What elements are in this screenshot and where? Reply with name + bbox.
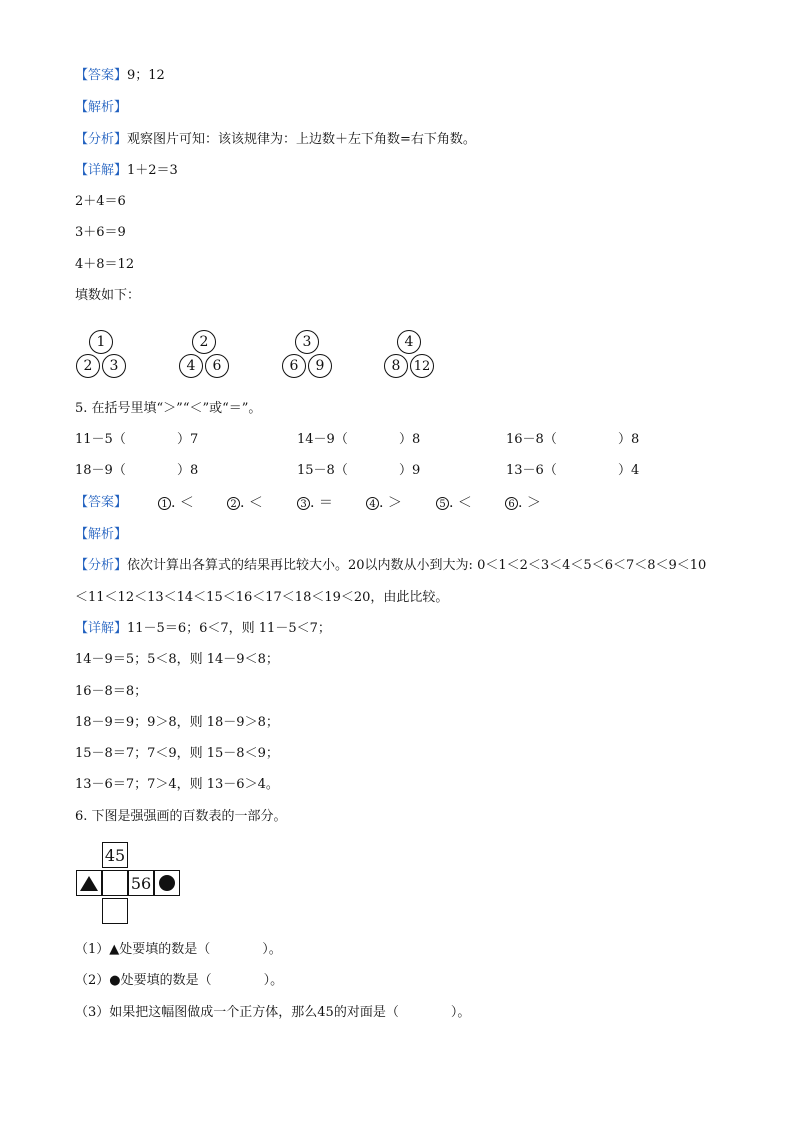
q6-sub1: （1）▲处要填的数是（ ）。 <box>75 942 282 957</box>
q4-detail-line: 3＋6＝9 <box>75 225 126 240</box>
q4-xiangjie-line <box>75 162 178 180</box>
q5-expr: 13－6（ <box>506 463 557 478</box>
cell-circle <box>154 870 180 896</box>
q5-detail-line: 18－9＝9；9＞8，则 18－9＞8； <box>75 715 279 730</box>
q5-answer-item: 6 . ＞ <box>505 494 541 512</box>
circle-left: 8 <box>384 354 408 378</box>
q6-sub2: （2）●处要填的数是（ ）。 <box>75 973 284 988</box>
fenxi-tag: 【分析】 <box>75 558 128 573</box>
q5-fenxi: 依次计算出各算式的结果再比较大小。20以内数从小到大为: 0＜1＜2＜3＜4＜5＜6＜7＜8＜9＜10 <box>127 558 707 573</box>
circle-top: 3 <box>295 330 319 354</box>
circle-top: 2 <box>192 330 216 354</box>
circle-top: 1 <box>89 330 113 354</box>
q5-title: 5. 在括号里填“＞”“＜”或“＝”。 <box>75 401 262 416</box>
q5-answer-item: 3 . ＝ <box>297 494 333 512</box>
answer-symbol: ＜ <box>457 495 472 511</box>
xiangjie-tag: 【详解】 <box>75 621 128 636</box>
cell-56: 56 <box>128 870 154 896</box>
circled-number: 3 <box>297 497 310 510</box>
answer-symbol: ＝ <box>318 495 333 511</box>
q5-answer-item: 4 . ＞ <box>366 494 402 512</box>
q5-expr-close: ）9 <box>399 463 421 478</box>
q5-expr: 16－8（ <box>506 432 557 447</box>
circled-number: 1 <box>158 497 171 510</box>
q5-expr-close: ）7 <box>177 432 199 447</box>
answer-tag: 【答案】 <box>75 495 128 510</box>
q5-expr: 18－9（ <box>75 463 126 478</box>
q4-detail-line: 1＋2＝3 <box>127 163 178 178</box>
q5-answer-item: 5 . ＜ <box>436 494 472 512</box>
answer-symbol: ＜ <box>179 495 194 511</box>
answer-symbol: ＞ <box>526 495 541 511</box>
circle-right: 12 <box>410 354 434 378</box>
circled-number: 2 <box>227 497 240 510</box>
circle-right: 6 <box>205 354 229 378</box>
q4-fill-label: 填数如下： <box>75 288 141 303</box>
q5-answer-item: 1 . ＜ <box>158 494 194 512</box>
q5-detail-line: 14－9＝5；5＜8，则 14－9＜8； <box>75 652 279 667</box>
q5-expr: 14－9（ <box>297 432 348 447</box>
cell-45: 45 <box>102 842 128 868</box>
circle-right: 9 <box>308 354 332 378</box>
q5-fenxi-line <box>75 557 706 575</box>
q5-answer-item: 2 . ＜ <box>227 494 263 512</box>
answer-symbol: ＜ <box>248 495 263 511</box>
q4-jiexi: 【解析】 <box>75 100 128 115</box>
q5-xiangjie-line <box>75 620 331 638</box>
cell-blank <box>102 870 128 896</box>
q5-detail-line: 11－5＝6；6＜7，则 11－5＜7； <box>127 621 331 636</box>
q5-expr-close: ）8 <box>618 432 640 447</box>
q5-detail-line: 16－8＝8； <box>75 684 148 699</box>
circle-left: 6 <box>282 354 306 378</box>
q4-answer-line <box>75 67 165 85</box>
q5-detail-line: 15－8＝7；7＜9，则 15－8＜9； <box>75 746 279 761</box>
xiangjie-tag: 【详解】 <box>75 163 128 178</box>
circle-left: 2 <box>76 354 100 378</box>
q6-title: 6. 下图是强强画的百数表的一部分。 <box>75 809 287 824</box>
circled-number: 5 <box>436 497 449 510</box>
q5-jiexi: 【解析】 <box>75 527 128 542</box>
q4-answer: 9；12 <box>127 68 165 83</box>
q4-detail-line: 2＋4＝6 <box>75 194 126 209</box>
q5-detail-line: 13－6＝7；7＞4，则 13－6＞4。 <box>75 777 279 792</box>
cell-triangle <box>76 870 102 896</box>
circled-number: 6 <box>505 497 518 510</box>
q5-expr: 15－8（ <box>297 463 348 478</box>
q5-expr: 11－5（ <box>75 432 126 447</box>
triangle-icon <box>80 876 98 891</box>
answer-tag: 【答案】 <box>75 68 128 83</box>
q4-detail-line: 4＋8＝12 <box>75 257 135 272</box>
circled-number: 4 <box>366 497 379 510</box>
cell-blank <box>102 898 128 924</box>
q5-expr-close: ）8 <box>399 432 421 447</box>
q4-fenxi: 观察图片可知：该该规律为：上边数＋左下角数=右下角数。 <box>127 132 476 147</box>
circle-right: 3 <box>102 354 126 378</box>
q5-expr-close: ）4 <box>618 463 640 478</box>
answer-symbol: ＞ <box>387 495 402 511</box>
filled-circle-icon <box>159 875 175 891</box>
q5-expr-close: ）8 <box>177 463 199 478</box>
q6-sub3: （3）如果把这幅图做成一个正方体，那么45的对面是（ ）。 <box>75 1005 471 1020</box>
circle-left: 4 <box>179 354 203 378</box>
q4-fenxi-line <box>75 131 476 149</box>
fenxi-tag: 【分析】 <box>75 132 128 147</box>
circle-top: 4 <box>397 330 421 354</box>
q5-fenxi-cont: ＜11＜12＜13＜14＜15＜16＜17＜18＜19＜20，由此比较。 <box>75 590 449 605</box>
